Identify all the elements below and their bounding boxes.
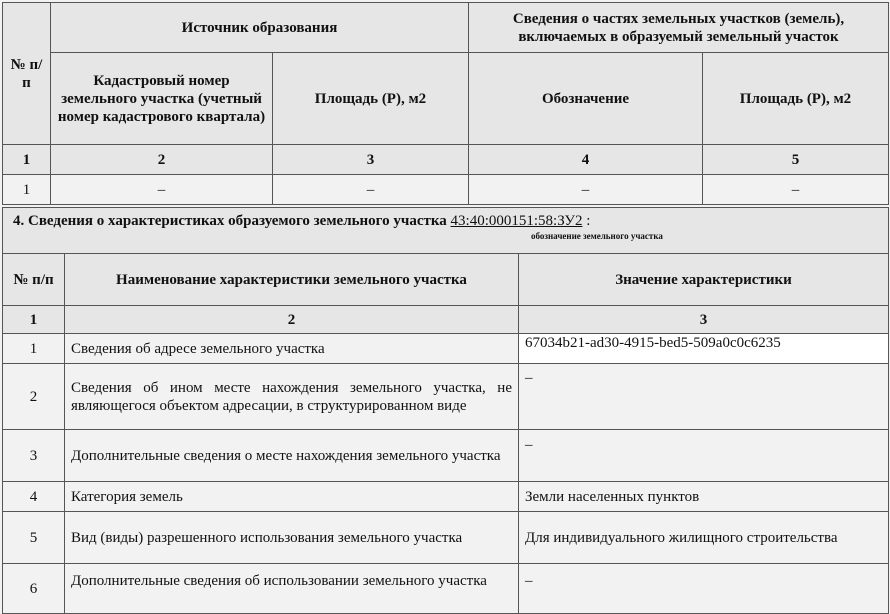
section-title: 4. Сведения о характеристиках образуемого земельного участка <box>13 213 447 229</box>
index-cell: 3 <box>273 145 469 175</box>
header-num: № п/п <box>3 3 51 145</box>
header-num: № п/п <box>3 254 65 306</box>
index-cell: 3 <box>519 306 889 334</box>
row-num: 4 <box>3 482 65 512</box>
row-num: 2 <box>3 364 65 430</box>
section-header <box>3 208 889 254</box>
row-num: 1 <box>3 334 65 364</box>
cell-area: – <box>273 175 469 205</box>
header-area-parts: Площадь (Р), м2 <box>703 53 889 145</box>
cell-designation: – <box>469 175 703 205</box>
cell-area-parts: – <box>703 175 889 205</box>
cell-cadastral: – <box>51 175 273 205</box>
characteristics-table <box>2 207 889 614</box>
characteristic-name: Дополнительные сведения о месте нахождения земельного участка <box>65 430 519 482</box>
header-parts: Сведения о частях земельных участков (земель), включаемых в образуемый земельный участок <box>469 3 889 53</box>
index-cell: 1 <box>3 145 51 175</box>
index-row <box>3 145 889 175</box>
table-row <box>3 482 889 512</box>
index-cell: 1 <box>3 306 65 334</box>
row-num: 5 <box>3 512 65 564</box>
header-area: Площадь (Р), м2 <box>273 53 469 145</box>
table-row <box>3 564 889 614</box>
index-row <box>3 306 889 334</box>
index-cell: 4 <box>469 145 703 175</box>
header-characteristic-name: Наименование характеристики земельного участка <box>65 254 519 306</box>
cell-num: 1 <box>3 175 51 205</box>
header-cadastral-number: Кадастровый номер земельного участка (учетный номер кадастрового квартала) <box>51 53 273 145</box>
designation-caption: обозначение земельного участка <box>531 231 663 241</box>
row-num: 3 <box>3 430 65 482</box>
table-row <box>3 364 889 430</box>
row-num: 6 <box>3 564 65 614</box>
characteristic-name: Дополнительные сведения об использовании земельного участка <box>65 564 519 614</box>
table-row <box>3 430 889 482</box>
address-value-field[interactable]: 67034b21-ad30-4915-bed5-509a0c0c6235 <box>519 334 889 364</box>
source-table <box>2 2 889 205</box>
characteristic-name: Сведения об ином месте нахождения земельного участка, не являющегося объектом адресации, в структурированном виде <box>65 364 519 430</box>
characteristic-name: Вид (виды) разрешенного использования земельного участка <box>65 512 519 564</box>
header-designation: Обозначение <box>469 53 703 145</box>
characteristic-value: – <box>519 430 889 482</box>
characteristic-name: Сведения об адресе земельного участка <box>65 334 519 364</box>
table-row <box>3 175 889 205</box>
characteristic-value: – <box>519 564 889 614</box>
index-cell: 5 <box>703 145 889 175</box>
characteristic-name: Категория земель <box>65 482 519 512</box>
table-row <box>3 512 889 564</box>
section-colon: : <box>586 213 591 229</box>
index-cell: 2 <box>65 306 519 334</box>
header-characteristic-value: Значение характеристики <box>519 254 889 306</box>
characteristic-value: Для индивидуального жилищного строительства <box>519 512 889 564</box>
header-source: Источник образования <box>51 3 469 53</box>
parcel-designation: 43:40:000151:58:ЗУ2 <box>450 213 583 229</box>
table-row <box>3 334 889 364</box>
characteristic-value: – <box>519 364 889 430</box>
characteristic-value: Земли населенных пунктов <box>519 482 889 512</box>
index-cell: 2 <box>51 145 273 175</box>
